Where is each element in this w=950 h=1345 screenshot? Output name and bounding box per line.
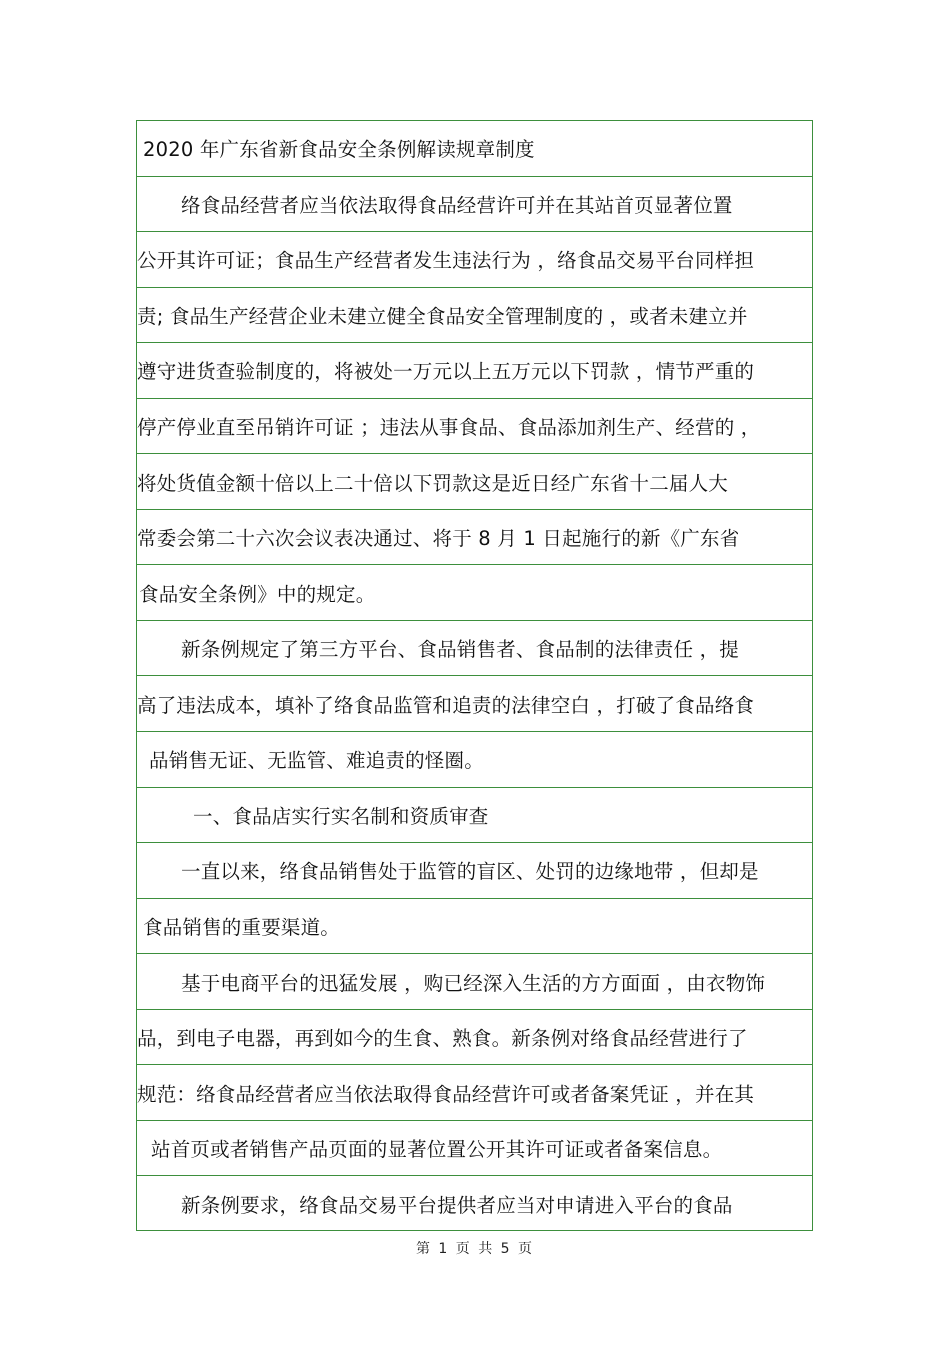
paragraph-line: 食品安全条例》中的规定。 (139, 582, 376, 606)
text-line (137, 1065, 812, 1121)
paragraph-line: 基于电商平台的迅猛发展 ，购已经深入生活的方方面面 ，由衣物饰 (181, 971, 766, 995)
document-frame (136, 120, 813, 1231)
paragraph-line: 将处货值金额十倍以上二十倍以下罚款这是近日经广东省十二届人大 (137, 471, 729, 495)
paragraph-line: 常委会第二十六次会议表决通过、将于 8 月 1 日起施行的新《广东省 (137, 527, 740, 551)
text-line (137, 677, 812, 733)
document-title: 2020 年广东省新食品安全条例解读规章制度 (143, 138, 535, 162)
text-line (137, 510, 812, 566)
page-number: 第 1 页 共 5 页 (415, 1241, 535, 1257)
text-line (137, 343, 812, 399)
paragraph-line: 新条例要求，络食品交易平台提供者应当对申请进入平台的食品 (181, 1194, 733, 1218)
section-heading-row (137, 788, 812, 844)
text-line (137, 288, 812, 344)
paragraph-line: 品，到电子电器，再到如今的生食、熟食。新条例对络食品经营进行了 (137, 1027, 748, 1051)
section-heading: 一、食品店实行实名制和资质审查 (193, 804, 489, 828)
text-line (137, 399, 812, 455)
text-line (137, 1176, 812, 1232)
paragraph-line: 品销售无证、无监管、难追责的怪圈。 (149, 749, 484, 773)
text-line (137, 1010, 812, 1066)
text-line (137, 565, 812, 621)
paragraph-line: 站首页或者销售产品页面的显著位置公开其许可证或者备案信息。 (151, 1138, 723, 1162)
document-title-row (137, 121, 812, 177)
text-line (137, 732, 812, 788)
text-line (137, 843, 812, 899)
text-line (137, 454, 812, 510)
paragraph-line: 络食品经营者应当依法取得食品经营许可并在其站首页显著位置 (181, 193, 733, 217)
paragraph-line: 规范：络食品经营者应当依法取得食品经营许可或者备案凭证 ，并在其 (137, 1082, 755, 1106)
text-line (137, 899, 812, 955)
text-line (137, 621, 812, 677)
text-line (137, 177, 812, 233)
text-line (137, 1121, 812, 1177)
text-line (137, 232, 812, 288)
paragraph-line: 责; 食品生产经营企业未建立健全食品安全管理制度的 ，或者未建立并 (137, 304, 748, 328)
text-line (137, 954, 812, 1010)
paragraph-line: 公开其许可证；食品生产经营者发生违法行为 ，络食品交易平台同样担 (137, 249, 755, 273)
paragraph-line: 食品销售的重要渠道。 (143, 915, 341, 939)
paragraph-line: 停产停业直至吊销许可证 ；违法从事食品、食品添加剂生产、经营的 ， (137, 416, 761, 440)
paragraph-line: 新条例规定了第三方平台、食品销售者、食品制的法律责任 ，提 (181, 638, 739, 662)
paragraph-line: 高了违法成本，填补了络食品监管和追责的法律空白 ，打破了食品络食 (137, 693, 755, 717)
paragraph-line: 一直以来，络食品销售处于监管的盲区、处罚的边缘地带 ，但却是 (181, 860, 759, 884)
paragraph-line: 遵守进货查验制度的，将被处一万元以上五万元以下罚款 ，情节严重的 (137, 360, 755, 384)
